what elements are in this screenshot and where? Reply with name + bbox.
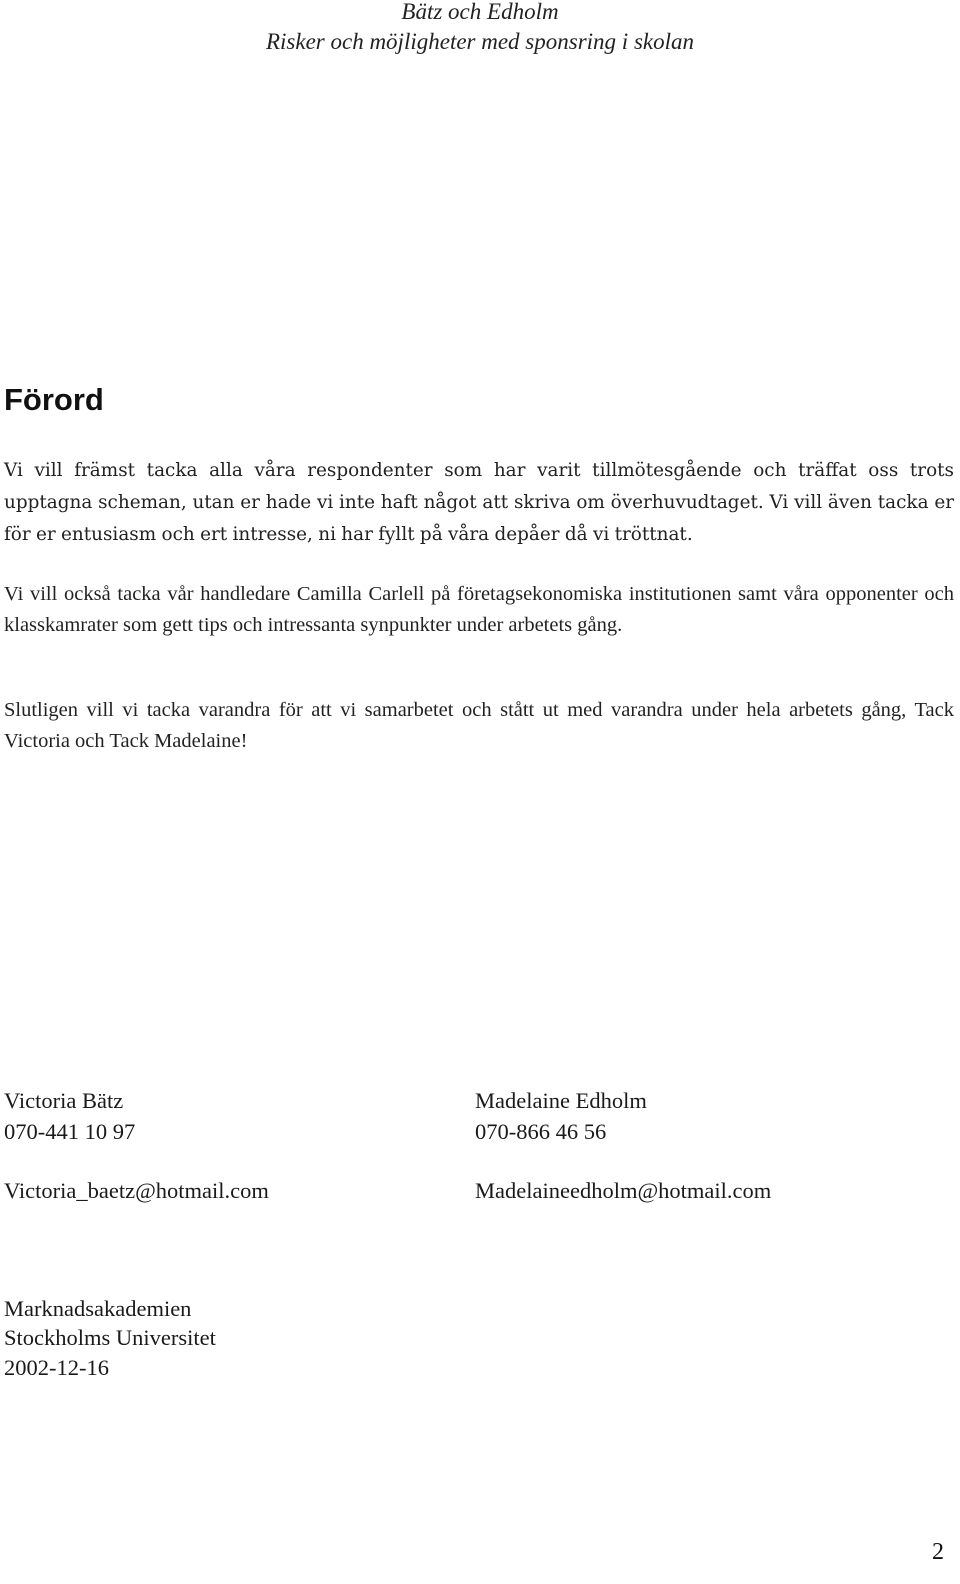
header-authors: Bätz och Edholm — [401, 0, 559, 24]
affiliation-university: Stockholms Universitet — [4, 1325, 216, 1350]
section-heading: Förord — [4, 382, 104, 417]
contact-phone-1: 070-441 10 97 — [4, 1119, 136, 1144]
contact-phone-2: 070-866 46 56 — [475, 1119, 607, 1144]
affiliation-date: 2002-12-16 — [4, 1355, 109, 1380]
paragraph-1: Vi vill främst tacka alla våra respondenter som har varit tillmötesgående och träffat oss trots upptagna scheman, utan er hade vi inte haft något att skriva om överhuvudtaget. Vi vill även tacka er för er entusiasm och ert intresse, ni har fyllt på våra depåer då vi tröttnat. — [4, 460, 954, 545]
contact-name-1: Victoria Bätz — [4, 1088, 124, 1113]
header-title: Risker och möjligheter med sponsring i skolan — [265, 29, 694, 54]
contact-name-2: Madelaine Edholm — [475, 1088, 647, 1113]
contact-email-2: Madelaineedholm@hotmail.com — [475, 1178, 772, 1203]
paragraph-3: Slutligen vill vi tacka varandra för att vi samarbetet och stått ut med varandra under hela arbetets gång, Tack Victoria och Tack Madelaine! — [4, 699, 954, 752]
paragraph-2: Vi vill också tacka vår handledare Camilla Carlell på företagsekonomiska institutionen samt våra opponenter och klasskamrater som gett tips och intressanta synpunkter under arbetets gång. — [4, 583, 954, 636]
affiliation-department: Marknadsakademien — [4, 1296, 192, 1321]
page-number: 2 — [932, 1539, 944, 1565]
contact-email-1: Victoria_baetz@hotmail.com — [4, 1178, 269, 1203]
